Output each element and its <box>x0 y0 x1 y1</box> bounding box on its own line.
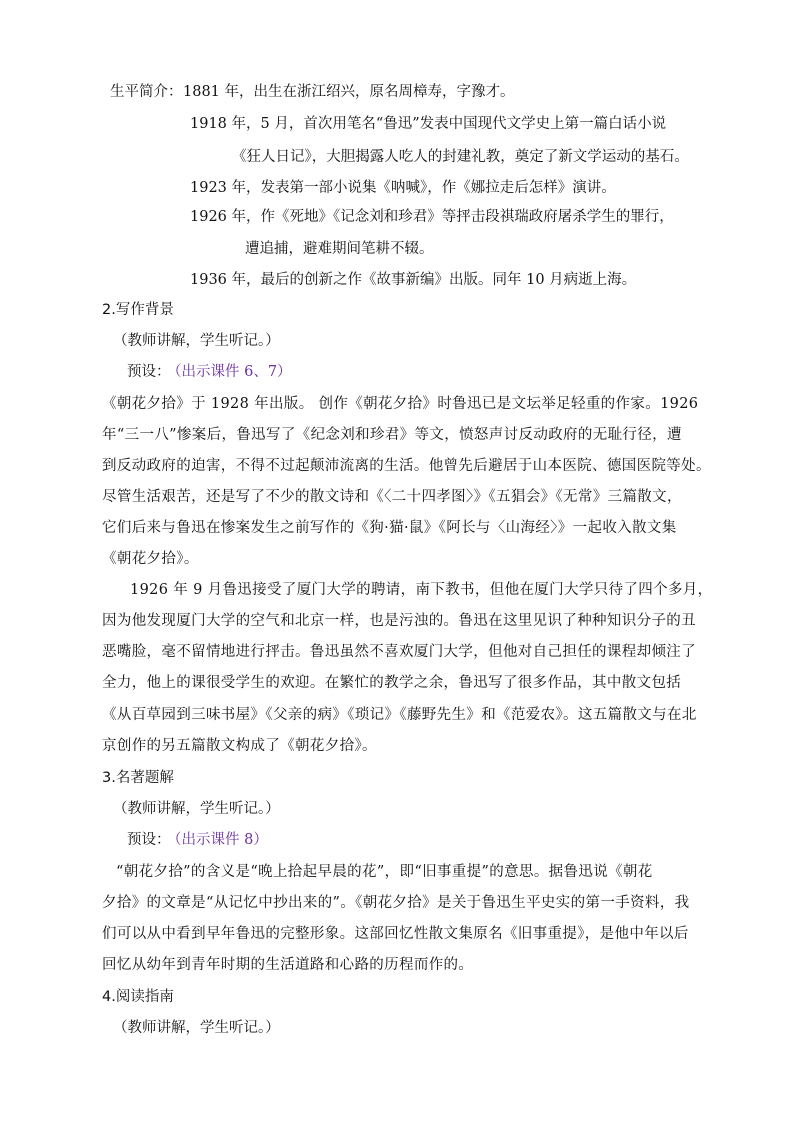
paragraph-line: 《从百草园到三味书屋》《父亲的病》《琐记》《藤野先生》和《范爱农》。这五篇散文与在北 <box>102 707 697 723</box>
bio-line-1918: 1918 年，5 月，首次用笔名“鲁迅”发表中国现代文学史上第一篇白话小说 <box>190 116 667 132</box>
bio-line-1918-cont: 《狂人日记》，大胆揭露人吃人的封建礼教，奠定了新文学运动的基石。 <box>232 149 689 165</box>
bio-label: 生平简介： <box>110 84 183 100</box>
paragraph-line: 京创作的另五篇散文构成了《朝花夕拾》。 <box>102 738 377 754</box>
paragraph-line: 们可以从中看到早年鲁迅的完整形象。这部回忆性散文集原名《旧事重提》，是他中年以后 <box>102 926 689 942</box>
bio-line-1881: 1881 年，出生在浙江绍兴，原名周樟寿，字豫才。 <box>183 84 515 100</box>
bio-line-1926-cont: 遭追捕，避难期间笔耕不辍。 <box>245 241 434 257</box>
paragraph-line: 恶嘴脸，毫不留情地进行抨击。鲁迅虽然不喜欢厦门大学，但他对自己担任的课程却倾注了 <box>102 644 696 660</box>
teacher-note: （教师讲解，学生听记。） <box>113 801 280 817</box>
paragraph-line: “朝花夕拾”的含义是“晚上拾起早晨的花”，即“旧事重提”的意思。据鲁迅说《朝花 <box>116 864 653 880</box>
teacher-note: （教师讲解，学生听记。） <box>113 333 280 349</box>
bio-line-1926: 1926 年，作《死地》《记念刘和珍君》等抨击段祺瑞政府屠杀学生的罪行， <box>190 209 674 225</box>
preset-label: 预设： <box>127 832 171 848</box>
teacher-note: （教师讲解，学生听记。） <box>113 1020 280 1036</box>
preset-courseware: （出示课件 8） <box>167 832 268 848</box>
section-heading-reading-guide: 4.阅读指南 <box>102 989 174 1005</box>
bio-line-1923: 1923 年，发表第一部小说集《呐喊》，作《娜拉走后怎样》演讲。 <box>190 180 616 196</box>
paragraph-line: 《朝花夕拾》。 <box>102 551 199 567</box>
paragraph-line: 1926 年 9 月鲁迅接受了厦门大学的聘请，南下教书，但他在厦门大学只待了四个多月， <box>130 582 713 598</box>
paragraph-line: 因为他发现厦门大学的空气和北京一样，也是污浊的。鲁迅在这里见识了种种知识分子的丑 <box>102 613 696 629</box>
preset-label: 预设： <box>127 364 171 380</box>
paragraph-line: 回忆从幼年到青年时期的生活道路和心路的历程而作的。 <box>102 957 474 973</box>
paragraph-line: 《朝花夕拾》于 1928 年出版。 创作《朝花夕拾》时鲁迅已是文坛举足轻重的作家。1926 <box>102 396 699 412</box>
paragraph-line: 年“三一八”惨案后，鲁迅写了《纪念刘和珍君》等文，愤怒声讨反动政府的无耻行径，遭 <box>102 427 682 443</box>
section-heading-title-explanation: 3.名著题解 <box>102 770 174 786</box>
bio-line-1936: 1936 年，最后的创新之作《故事新编》出版。同年 10 月病逝上海。 <box>190 272 637 288</box>
paragraph-line: 到反动政府的迫害，不得不过起颠沛流离的生活。他曾先后避居于山本医院、德国医院等处。 <box>102 458 711 474</box>
paragraph-line: 尽管生活艰苦，还是写了不少的散文诗和《〈二十四孝图〉》《五猖会》《无常》三篇散文， <box>102 489 682 505</box>
paragraph-line: 它们后来与鲁迅在惨案发生之前写作的《狗·猫·鼠》《阿长与〈山海经〉》一起收入散文集 <box>102 520 677 536</box>
paragraph-line: 全力，他上的课很受学生的欢迎。在繁忙的教学之余，鲁迅写了很多作品，其中散文包括 <box>102 675 682 691</box>
paragraph-line: 夕拾》的文章是“从记忆中抄出来的”。《朝花夕拾》是关于鲁迅生平史实的第一手资料，我 <box>102 895 690 911</box>
preset-courseware: （出示课件 6、7） <box>167 364 292 380</box>
section-heading-background: 2.写作背景 <box>102 302 174 318</box>
